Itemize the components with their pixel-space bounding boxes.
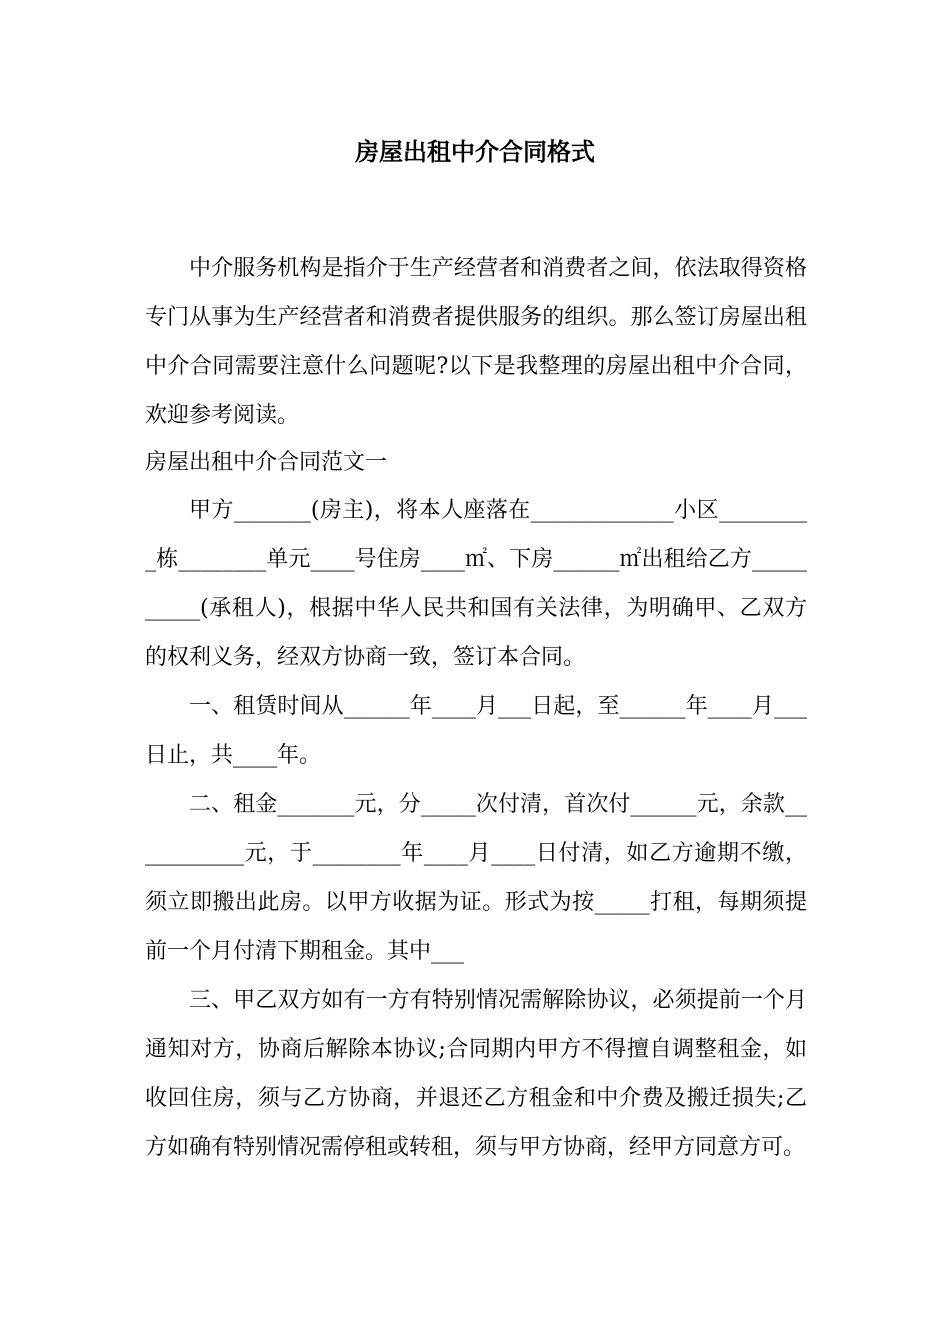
clause-termination: 三、甲乙双方如有一方有特别情况需解除协议，必须提前一个月通知对方，协商后解除本协议;合同期内甲方不得擅自调整租金，如收回住房，须与乙方协商，并退还乙方租金和中介费及搬迁损失;乙方如确有特别情况需停租或转租，须与甲方协商，经甲方同意方可。 bbox=[145, 988, 807, 1160]
clause-rent: 二、租金_______元，分_____次付清，首次付______元，余款___________元，于________年____月____日付清，如乙方逾期不缴，须立即搬出此房。以甲方收据为证。形式为按_____打租，每期须提前一个月付清下期租金。其中___ bbox=[145, 792, 807, 964]
document-body bbox=[145, 244, 807, 1172]
clause-lease-term: 一、租赁时间从______年____月___日起，至______年____月___日止，共____年。 bbox=[145, 694, 807, 768]
document-title: 房屋出租中介合同格式 bbox=[355, 138, 595, 166]
intro-paragraph: 中介服务机构是指介于生产经营者和消费者之间，依法取得资格专门从事为生产经营者和消费者提供服务的组织。那么签订房屋出租中介合同需要注意什么问题呢?以下是我整理的房屋出租中介合同，欢迎参考阅读。 bbox=[145, 256, 807, 428]
clause-parties: 甲方_______(房主)，将本人座落在_____________小区_________栋________单元____号住房____㎡、下房______㎡出租给乙方__________(承租人)，根据中华人民共和国有关法律，为明确甲、乙双方的权利义务，经双方协商一致，签订本合同。 bbox=[145, 498, 807, 670]
section-heading: 房屋出租中介合同范文一 bbox=[145, 450, 388, 475]
